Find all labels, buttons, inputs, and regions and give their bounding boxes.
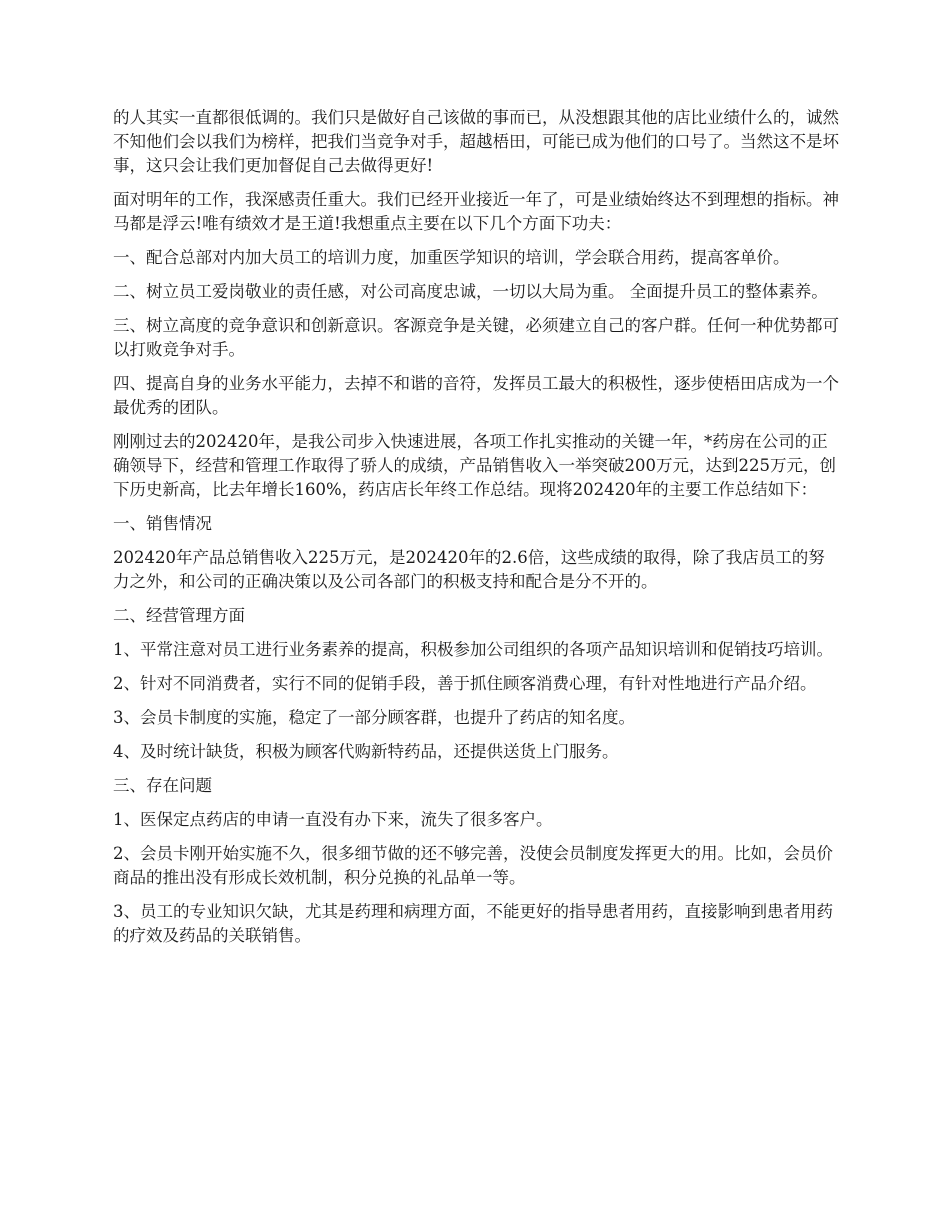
paragraph-management-2: 2、针对不同消费者，实行不同的促销手段，善于抓住顾客消费心理，有针对性地进行产品介绍。: [113, 674, 817, 693]
document-page: [113, 106, 841, 958]
paragraph-plan-item-3: 三、树立高度的竞争意识和创新意识。客源竞争是关键，必须建立自己的客户群。任何一种优势都可以打败竞争对手。: [113, 316, 839, 359]
heading-management: 二、经营管理方面: [113, 606, 245, 625]
paragraph-plan-item-1: 一、配合总部对内加大员工的培训力度，加重医学知识的培训，学会联合用药，提高客单价。: [113, 248, 790, 267]
paragraph-management-3: 3、会员卡制度的实施，稳定了一部分顾客群，也提升了药店的知名度。: [113, 708, 635, 727]
paragraph-problem-3: 3、员工的专业知识欠缺，尤其是药理和病理方面，不能更好的指导患者用药，直接影响到患者用药的疗效及药品的关联销售。: [113, 902, 833, 945]
paragraph-plan-item-4: 四、提高自身的业务水平能力，去掉不和谐的音符，发挥员工最大的积极性，逐步使梧田店成为一个最优秀的团队。: [113, 374, 839, 417]
paragraph-problem-1: 1、医保定点药店的申请一直没有办下来，流失了很多客户。: [113, 810, 553, 829]
heading-sales: 一、销售情况: [113, 514, 212, 533]
paragraph-sales: 202420年产品总销售收入225万元，是202420年的2.6倍，这些成绩的取得，除了我店员工的努力之外，和公司的正确决策以及公司各部门的积极支持和配合是分不开的。: [113, 548, 825, 591]
paragraph-problem-2: 2、会员卡刚开始实施不久，很多细节做的还不够完善，没使会员制度发挥更大的用。比如，会员价商品的推出没有形成长效机制，积分兑换的礼品单一等。: [113, 844, 833, 887]
paragraph-next-year-work: 面对明年的工作，我深感责任重大。我们已经开业接近一年了，可是业绩始终达不到理想的指标。神马都是浮云!唯有绩效才是王道!我想重点主要在以下几个方面下功夫：: [113, 190, 839, 233]
paragraph-management-1: 1、平常注意对员工进行业务素养的提高，积极参加公司组织的各项产品知识培训和促销技巧培训。: [113, 640, 833, 659]
paragraph-intro-continuation: 的人其实一直都很低调的。我们只是做好自己该做的事而已，从没想跟其他的店比业绩什么的，诚然不知他们会以我们为榜样，把我们当竞争对手，超越梧田，可能已成为他们的口号了。当然这不是坏事，这只会让我们更加督促自己去做得更好!: [113, 108, 839, 175]
paragraph-year-summary: 刚刚过去的202420年，是我公司步入快速进展，各项工作扎实推动的关键一年，*药房在公司的正确领导下，经营和管理工作取得了骄人的成绩，产品销售收入一举突破200万元，达到225万元，创下历史新高，比去年增长160%，药店店长年终工作总结。现将202420年的主要工作总结如下：: [113, 432, 836, 499]
heading-problems: 三、存在问题: [113, 776, 212, 795]
paragraph-management-4: 4、及时统计缺货，积极为顾客代购新特药品，还提供送货上门服务。: [113, 742, 619, 761]
paragraph-plan-item-2: 二、树立员工爱岗敬业的责任感，对公司高度忠诚，一切以大局为重。 全面提升员工的整体素养。: [113, 282, 828, 301]
